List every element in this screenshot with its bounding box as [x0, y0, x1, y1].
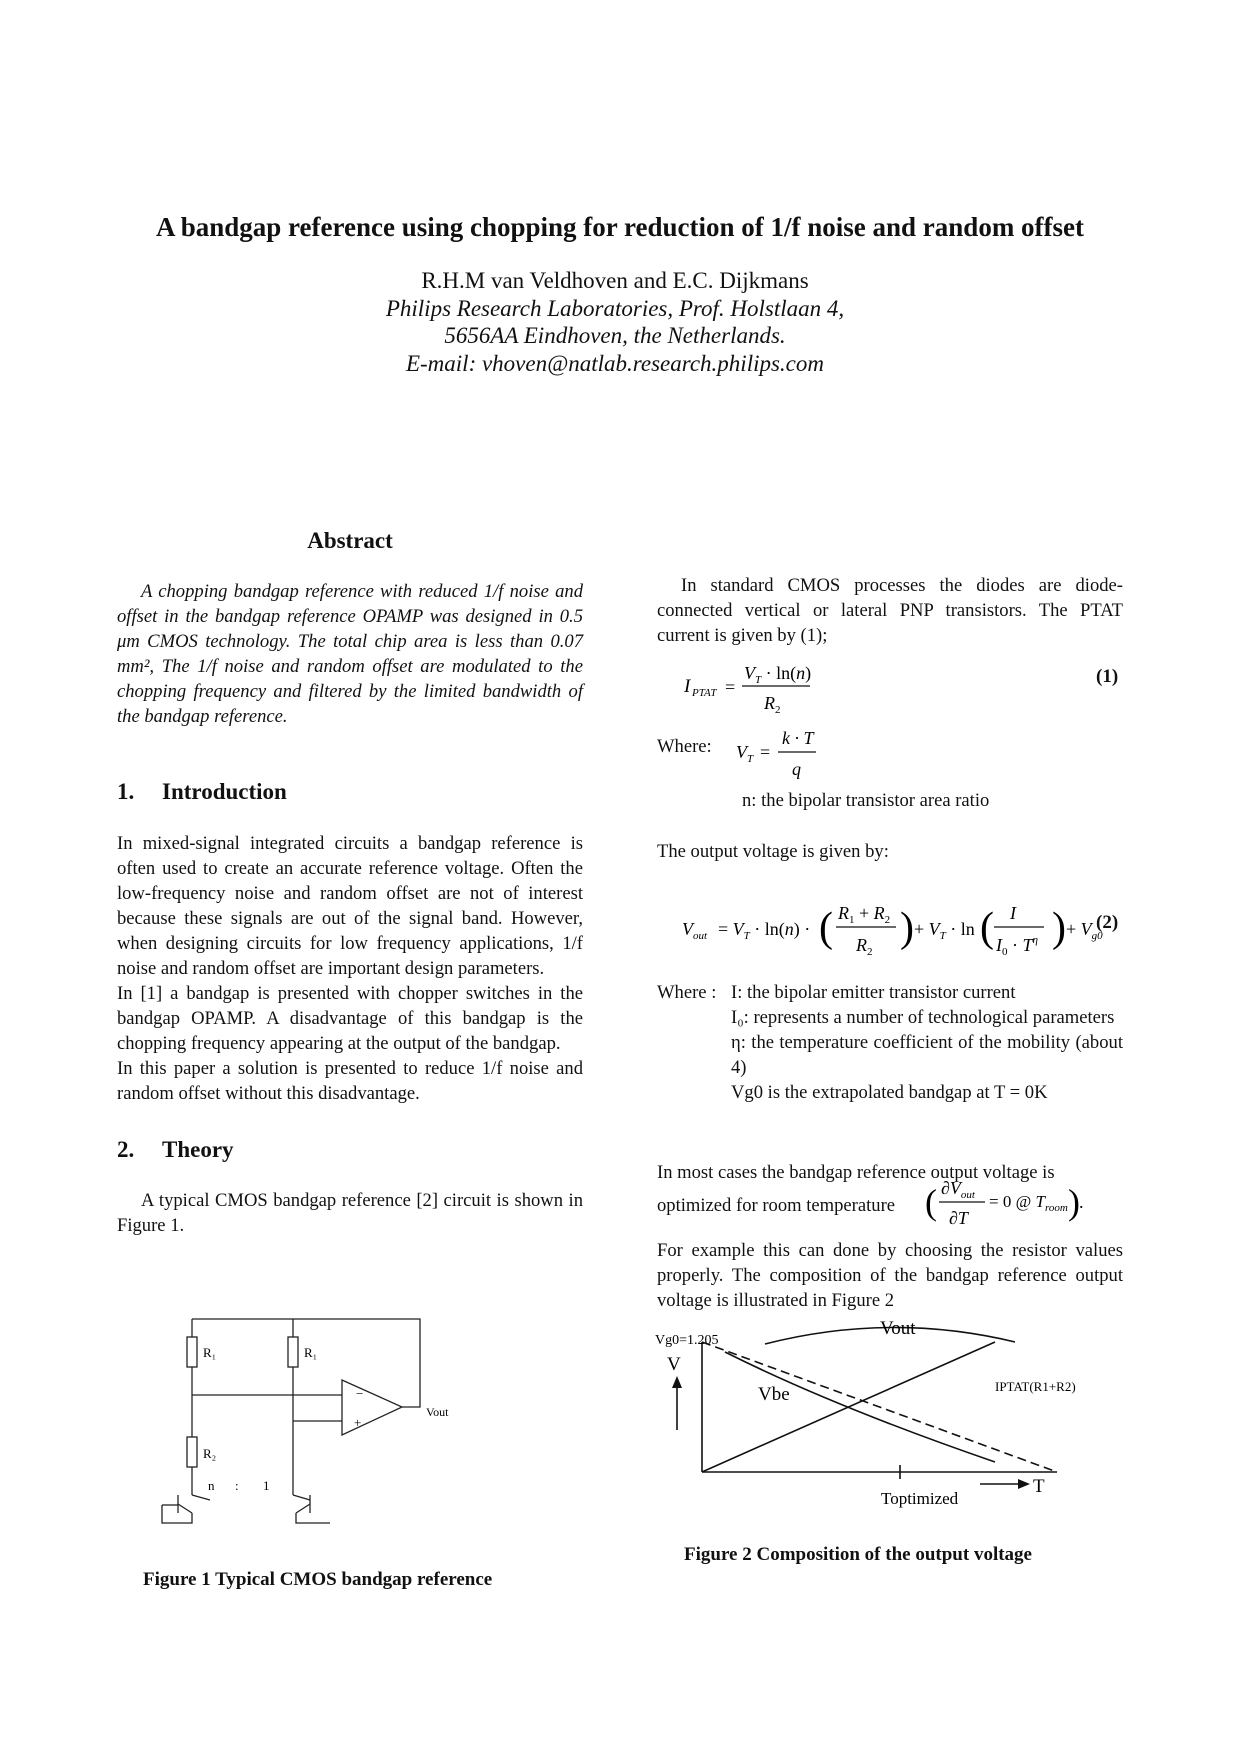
eq2-frac1-num: $R_1 + R_2$ — [838, 903, 891, 926]
transistor-left-collector — [178, 1504, 192, 1513]
resistor-r1b — [288, 1337, 298, 1367]
rt-period: . — [1079, 1192, 1084, 1212]
right-para-2: The output voltage is given by: — [657, 841, 889, 862]
equation-1-number: (1) — [1096, 666, 1119, 687]
figure-1-circuit — [150, 1315, 460, 1525]
eq1-lhs-sub: PTAT — [692, 687, 717, 699]
equation-vt — [732, 725, 822, 785]
equation-1 — [680, 655, 830, 717]
vt-equals: = — [760, 742, 771, 762]
right-para-3a: In most cases the bandgap reference output voltage is — [657, 1162, 1055, 1183]
eq2-lhs: $V_{out}$ — [682, 919, 708, 942]
feedback-wire — [192, 1319, 420, 1407]
eq2-paren-open-1: ( — [819, 905, 833, 951]
label-vout: Vout — [880, 1318, 916, 1339]
ground-right — [296, 1513, 330, 1523]
label-iptat: IPTAT(R1+R2) — [995, 1379, 1076, 1394]
section-title: Theory — [162, 1137, 234, 1162]
eq2-paren-open-2: ( — [980, 905, 994, 951]
label-minus: − — [356, 1386, 364, 1401]
equation-room-temp — [925, 1172, 1085, 1232]
eq2-paren-close-1: ) — [900, 905, 914, 951]
label-t-optimized: Toptimized — [881, 1489, 959, 1508]
authors: R.H.M van Veldhoven and E.C. Dijkmans — [421, 268, 809, 293]
rt-numerator: $\partial V_{out}$ — [941, 1178, 975, 1201]
eq2-term3: + $V_{g0}$ — [1066, 919, 1103, 942]
label-v-axis: V — [667, 1354, 681, 1375]
definition: η: the temperature coefficient of the mobility (about 4) — [731, 1032, 1123, 1078]
figure-2-graph — [655, 1312, 1105, 1512]
email: E-mail: vhoven@natlab.research.philips.com — [405, 351, 825, 376]
vt-denominator: q — [792, 759, 801, 779]
section-number: 2. — [117, 1137, 135, 1162]
vbe-curve — [725, 1352, 995, 1462]
vbe-tangent-dashed — [702, 1342, 1057, 1472]
eq2-paren-close-2: ) — [1052, 905, 1066, 951]
resistor-r2 — [187, 1437, 197, 1467]
label-vg0: Vg0=1.205 — [655, 1333, 719, 1348]
label-ratio-n: n — [208, 1478, 215, 1493]
label-t-axis: T — [1033, 1476, 1045, 1497]
section-heading-introduction — [117, 779, 287, 805]
n-definition: n: the bipolar transistor area ratio — [742, 790, 990, 811]
equation-2 — [678, 895, 1058, 965]
transistor-left-emitter — [192, 1495, 210, 1500]
rt-rhs: = 0 @ $T_{room}$ — [989, 1192, 1068, 1214]
rt-denominator: ∂T — [949, 1208, 968, 1228]
label-ratio-colon: : — [235, 1478, 239, 1493]
label-ratio-1: 1 — [263, 1478, 270, 1493]
label-r1a: R₁ — [203, 1345, 217, 1360]
opamp-triangle — [342, 1380, 402, 1435]
introduction-body — [117, 831, 583, 1106]
affiliation-line-1: Philips Research Laboratories, Prof. Holstlaan 4, — [385, 296, 845, 321]
ground-left — [162, 1505, 192, 1523]
abstract-text: A chopping bandgap reference with reduced 1/f noise and offset in the bandgap reference OPAMP was designed in 0.5 μm CMOS technology. The total chip area is less than 0.07 mm², The 1/f noise and random offset are modulated to the chopping frequency and filtered by the limited bandwidth of the bandgap reference. — [117, 581, 583, 727]
eq2-frac2-den: $I_0 \cdot T^\eta$ — [996, 934, 1038, 958]
definition: I: the bipolar emitter transistor current — [731, 982, 1016, 1003]
definitions-list — [731, 980, 1123, 1105]
paragraph: In this paper a solution is presented to reduce 1/f noise and random offset without this disadvantage. — [117, 1058, 583, 1104]
paper-title: A bandgap reference using chopping for reduction of 1/f noise and random offset — [155, 212, 1085, 242]
eq1-numerator: $V_T \cdot \ln(n)$ — [744, 663, 812, 686]
eq2-frac1-den: $R_2$ — [856, 935, 873, 958]
eq2-term2: + $V_T \cdot \ln$ — [914, 919, 975, 942]
definition: I₀: represents a number of technological parameters — [731, 1007, 1115, 1028]
transistor-right-emitter — [293, 1495, 310, 1500]
abstract-heading: Abstract — [307, 528, 393, 553]
eq2-frac2-num: I — [1010, 903, 1016, 923]
paragraph: A typical CMOS bandgap reference [2] circuit is shown in Figure 1. — [117, 1190, 583, 1236]
label-vout: Vout — [426, 1405, 449, 1419]
eq2-term1: = $V_T \cdot \ln(n)$ · — [718, 919, 811, 942]
figure-1-caption: Figure 1 Typical CMOS bandgap reference — [143, 1569, 493, 1590]
affiliation-line-2: 5656AA Eindhoven, the Netherlands. — [444, 323, 786, 348]
label-vbe: Vbe — [758, 1384, 790, 1405]
v-arrow-head — [672, 1376, 682, 1388]
label-r1b: R₁ — [304, 1345, 318, 1360]
vt-lhs: $V_T$ — [736, 742, 754, 765]
eq1-lhs: I — [684, 676, 691, 697]
rt-paren-close: ) — [1068, 1182, 1080, 1222]
section-heading-theory — [117, 1137, 234, 1163]
vt-numerator: k · T — [782, 728, 814, 748]
section-number: 1. — [117, 779, 135, 804]
resistor-r1a — [187, 1337, 197, 1367]
where2-label: Where : — [657, 982, 717, 1003]
eq1-denominator: $R_2$ — [764, 693, 781, 716]
figure-2-caption: Figure 2 Composition of the output voltage — [684, 1544, 1032, 1565]
paragraph: In mixed-signal integrated circuits a bandgap reference is often used to create an accurate reference voltage. Often the low-frequency noise and random offset are not of interest because these signals are out of the signal band. However, when designing circuits for low frequency applications, 1/f noise and random offset are important design parameters. — [117, 833, 583, 979]
section-title: Introduction — [162, 779, 287, 804]
paragraph: In [1] a bandgap is presented with chopper switches in the bandgap OPAMP. A disadvantage of this bandgap is the chopping frequency appearing at the output of the bandgap. — [117, 983, 583, 1054]
transistor-right-collector — [296, 1504, 310, 1513]
right-para-3b: optimized for room temperature — [657, 1195, 896, 1216]
right-para-4: For example this can done by choosing the resistor values properly. The composition of the bandgap reference output voltage is illustrated in Figure 2 — [657, 1240, 1123, 1311]
equation-2-number: (2) — [1096, 912, 1119, 933]
rt-paren-open: ( — [925, 1182, 937, 1222]
label-plus: + — [354, 1415, 362, 1430]
where-label: Where: — [657, 736, 712, 757]
eq1-equals: = — [725, 677, 736, 697]
right-para-1: In standard CMOS processes the diodes are diode-connected vertical or lateral PNP transistors. The PTAT current is given by (1); — [657, 575, 1123, 646]
definition: Vg0 is the extrapolated bandgap at T = 0K — [731, 1082, 1048, 1103]
label-r2: R₂ — [203, 1446, 217, 1461]
theory-body — [117, 1188, 583, 1238]
t-arrow-head — [1018, 1479, 1030, 1489]
